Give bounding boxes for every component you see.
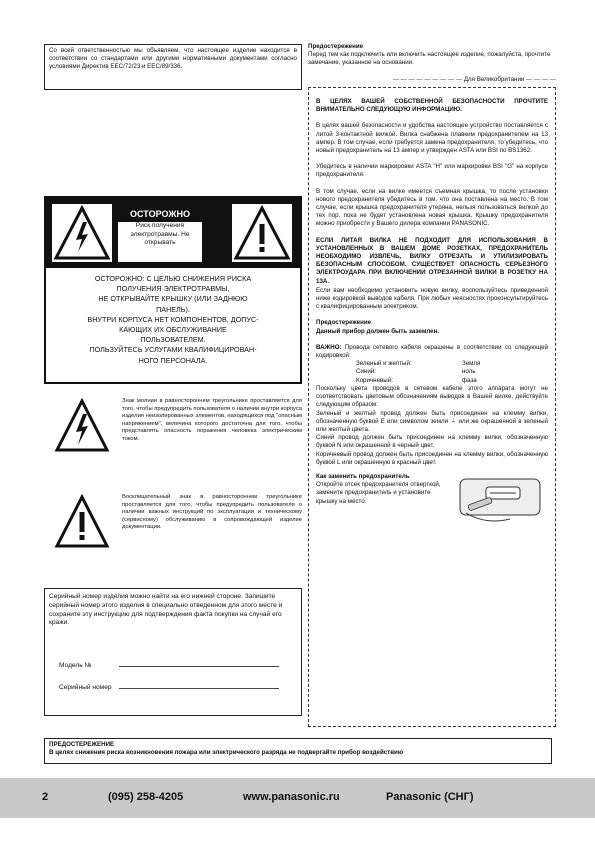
wire-name: Земля <box>462 360 481 368</box>
cut-plug-warning: ЕСЛИ ЛИТАЯ ВИЛКА НЕ ПОДХОДИТ ДЛЯ ИСПОЛЬЗОВАНИЯ В УСТАНОВЛЕННЫХ В ВАШЕМ ДОМЕ РОЗЕТКАХ, ПРЕДОХРАНИТЕЛЬ НЕОБХОДИМО ИЗВЛЕЧЬ, ВИЛКУ ОТРЕЗАТЬ И УТИЛИЗИРОВАТЬ БЕЗОПАСНЫМ СПОСОБОМ. СУЩЕСТВУЕТ ОПАСНОСТЬ СЕРЬЕЗНОГО ЭЛЕКТРОУДАРА ПРИ ВКЛЮЧЕНИИ ОТРЕЗАННОЙ ВИЛКИ В РОЗЕТКУ НА 13А. <box>316 236 548 285</box>
lightning-warning-icon <box>52 204 112 262</box>
wire-color: Синий: <box>356 368 376 376</box>
compliance-text: Со всей ответственностью мы объявляем, что настоящее изделие находится в соответствии со стандартами или другими нормативными документами согласно условиями Директив EEC/72/23 и EEC/89/336. <box>49 47 297 71</box>
important-text: Провода сетевого кабеля окрашены в соответствии со следующей кодировкой: <box>316 343 548 360</box>
footer-phone: (095) 258-4205 <box>108 791 184 803</box>
uk-label-row: — — — — — — — — — Для Великобритании — — — — <box>392 76 556 83</box>
wiring-earth: Зеленый и желтый провод должен быть присоединен на клемму вилки, обозначенную буквой E или символом земли ⏚ или же окрашенной в зеленый или желтый цвета. <box>316 409 548 433</box>
warning-line: ПОЛЬЗУЙТЕСЬ УСЛУГАМИ КВАЛИФИЦИРОВАН- <box>89 345 257 355</box>
footer-url[interactable]: www.panasonic.ru <box>243 791 340 803</box>
safety-heading: В ЦЕЛЯХ ВАШЕЙ СОБСТВЕННОЙ БЕЗОПАСНОСТИ ПРОЧТИТЕ ВНИМАТЕЛЬНО СЛЕДУЮЩУЮ ИНФОРМАЦИЮ. <box>316 98 548 114</box>
wire-row <box>356 360 548 368</box>
exclamation-warning-icon <box>232 204 292 262</box>
wiring-neutral: Синий провод должен быть присоединен на клемму вилки, обозначенную буквой N или окрашенной в черный цвет. <box>316 434 548 450</box>
warning-line: НЕ ОТКРЫВАЙТЕ КРЫШКУ (ИЛИ ЗАДНЮЮ <box>98 294 248 304</box>
important-label: ВАЖНО: <box>316 343 342 351</box>
lightning-explanation: Знак молнии в равностороннем треугольнике проставляется для того, чтобы предупредить пользователя о наличии внутри корпуса изделия неизолированных элементов, находящихся под "опасным напряжением", величина которого достаточна для того, чтобы представлять опасность поражения человека электрическим током. <box>122 398 302 442</box>
cover-info: В том случае, если на вилке имеется съемная крышка, то после установки нового предохранителя убедитесь в том, что она поставлена на место. В том случае, если крышка предохранителя утеряна, нельзя пользоваться вилкой до тех пор, пока не будет установлена новая крышка. Крышку предохранителя можно приобрести у Вашего дилера компании PANASONIC. <box>316 187 548 228</box>
serial-box <box>44 588 302 716</box>
wiring-live: Коричневый провод должен быть присоединен на клемму вилки, обозначенную буквой L или окрашенную в красный цвет. <box>316 450 548 466</box>
wire-row <box>356 368 548 376</box>
warning-line: ПАНЕЛЬ). <box>156 304 190 314</box>
fuse-replacement-illustration <box>456 473 546 529</box>
lightning-symbol-icon <box>54 398 110 454</box>
warning-body <box>54 274 292 366</box>
uk-label: Для Великобритании <box>463 76 525 83</box>
footer-brand: Panasonic (СНГ) <box>386 791 474 803</box>
exclamation-explanation: Восклицательный знак в равностороннем треугольнике проставляется для того, чтобы предупредить пользователя о наличии важных инструкций по эксплуатации и техническому (сервисному) обслуживанию в сопровождающей изделие документации. <box>122 494 302 531</box>
bottom-warning-heading: ПРЕДОСТЕРЕЖЕНИЕ <box>49 741 115 748</box>
caution-title: ОСТОРОЖНО <box>118 208 202 220</box>
bottom-warning-text: В целях снижения риска возникновения пожара или электрического разряда не подвергайте прибор воздействию <box>49 749 404 757</box>
warning-line: ВНУТРИ КОРПУСА НЕТ КОМПОНЕНТОВ, ДОПУС- <box>87 314 259 324</box>
replace-fuse-section <box>316 473 548 529</box>
warning-line: ОСТОРОЖНО: С ЦЕЛЬЮ СНИЖЕНИЯ РИСКА <box>94 274 252 283</box>
wire-list <box>316 360 548 385</box>
replace-heading: Как заменить предохранитель <box>316 472 410 480</box>
serial-label: Серийный номер <box>59 684 112 691</box>
warning-line: КАЮЩИХ ИХ ОБСЛУЖИВАНИЕ <box>119 325 227 335</box>
serial-line <box>119 681 279 689</box>
model-line <box>119 659 279 667</box>
serial-field <box>59 681 279 692</box>
important-note <box>316 344 548 360</box>
exclamation-symbol-icon <box>54 494 110 550</box>
warning-line: ПОЛЬЗОВАТЕЛЕМ. <box>140 335 206 345</box>
ground-heading: Предостережение <box>316 319 372 327</box>
wire-color: Зеленый и желтый: <box>356 360 412 368</box>
ground-text: Данный прибор должен быть заземлен. <box>316 327 440 335</box>
wiring-intro: Поскольку цвета проводов в сетевом кабеле этого аппарата могут не соответствовать цветовым обозначениям выводов в Вашей вилке, действуйте следующим образом: <box>316 384 548 409</box>
serial-instructions: Серийный номер изделия можно найти на его нижней стороне. Запишите серийный номер этого изделия в специально отведенном для этого месте и сохраните эту инструкцию для подтверждения факта покупки на случай его кражи. <box>49 593 283 627</box>
model-field <box>59 659 279 670</box>
model-label: Модель № <box>59 662 92 669</box>
caution-subtitle: Риск получения электротравмы. Не открывать <box>118 222 202 262</box>
new-plug-info: Если вам необходимо установить новую вилку, воспользуйтесь приведенной ниже кодировкой выводов кабеля. При любых неясностях проконсультируйтесь с квалифицированным электриком. <box>316 286 548 311</box>
warning-box <box>44 196 302 384</box>
caution-intro <box>308 43 556 68</box>
replace-text: Откройте отсек предохранителя отверткой, замените предохранитель и установите крышку на место. <box>316 481 441 505</box>
wire-color: Коричневый: <box>356 376 393 384</box>
wire-name: фаза <box>462 376 477 384</box>
caution-heading: Предостережение <box>308 43 364 50</box>
warning-line: ПОЛУЧЕНИЯ ЭЛЕКТРОТРАВМЫ, <box>116 284 230 294</box>
uk-plug-content <box>316 98 548 529</box>
compliance-box <box>44 44 302 90</box>
fuse-info: В целях вашей безопасности и удобства настоящее устройство поставляется с литой 3-контактной вилкой. Вилка снабжена плавким предохранителем на 13 ампер. В том случае, если требуется замена предохранителя, то убедитесь, что новый предохранитель на 13 ампер и утвержден ASTA или BSI по BS1362. <box>316 122 548 155</box>
caution-intro-text: Перед тем как подключить или включить настоящее изделие, пожалуйста, прочтите замечание, указанное на основании. <box>308 51 551 67</box>
warning-header <box>46 198 300 268</box>
marking-info: Убедитесь в наличии маркировки ASTA "H" или маркировки BSI "G" на корпусе предохранителя. <box>316 163 548 179</box>
bottom-warning-box <box>44 738 552 764</box>
wire-row <box>356 377 548 385</box>
page-number: 2 <box>42 791 49 803</box>
warning-line: НОГО ПЕРСОНАЛА. <box>138 355 208 365</box>
wire-name: ноль <box>462 368 476 376</box>
